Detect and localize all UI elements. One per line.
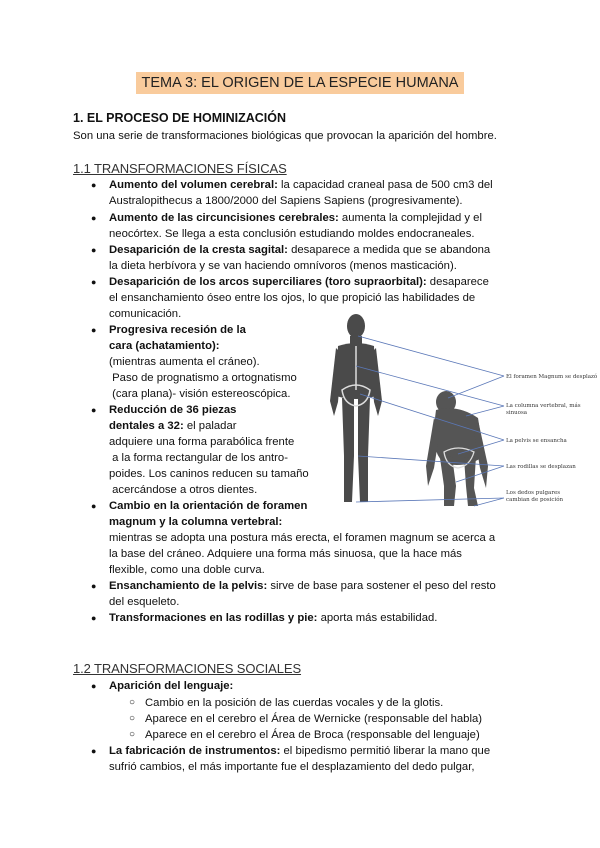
bullet: ● [91,277,97,287]
list-item [91,177,539,209]
sub-bullet: ○ [129,697,136,708]
item-text: la capacidad craneal pasa de 500 cm3 del [277,179,493,191]
item-text: sufrió cambios, el más importante fue el desplazamiento del dedo pulgar, [109,761,475,773]
item-bold: Aumento del volumen cerebral: [109,179,278,191]
title-container [0,72,600,94]
label-columna: La columna vertebral, más [506,403,581,409]
bullet: ● [91,746,97,756]
bullet: ● [91,325,97,335]
bullet: ● [91,501,97,511]
hominization-figure [328,306,600,514]
sub-bullet: ○ [129,729,136,740]
item-bold: Ensanchamiento de la pelvis: [109,580,268,592]
item-text: Aparece en el cerebro el Área de Broca (responsable del lenguaje) [145,729,480,741]
label-rodillas: Las rodillas se desplazan [506,464,576,470]
bullet: ● [91,180,97,190]
item-text: Australopithecus a 1800/2000 del Sapiens Sapiens (progresivamente). [109,195,463,207]
subsection-heading-physical: 1.1 TRANSFORMACIONES FÍSICAS [73,161,287,176]
item-bold: Desaparición de los arcos superciliares (toro supraorbital): [109,276,427,288]
item-text: poides. Los caninos reducen su tamaño [109,468,309,480]
label-pulgares: Los dedos pulgares [506,490,561,496]
item-text: aporta más estabilidad. [317,612,438,624]
section-intro: Son una serie de transformaciones biológicas que provocan la aparición del hombre. [73,130,497,142]
item-bold: Reducción de 36 piezas [109,404,237,416]
list-item [91,610,539,626]
section-heading: 1. EL PROCESO DE HOMINIZACIÓN [73,111,286,125]
item-bold: Progresiva recesión de la [109,324,246,336]
list-item [91,678,539,694]
list-item [91,402,329,498]
item-bold: Aparición del lenguaje: [109,680,234,692]
list-item [91,743,539,775]
label-pelvis: La pelvis se ensancha [506,438,567,444]
item-text: el paladar [183,420,237,432]
item-text: mientras se adopta una postura más erecta, el foramen magnum se acerca a [109,532,496,544]
item-bold: Aumento de las circuncisiones cerebrales: [109,212,339,224]
item-text: Paso de prognatismo a ortognatismo [109,372,297,384]
item-text: adquiere una forma parabólica frente [109,436,295,448]
bullet: ● [91,213,97,223]
item-text: flexible, como una doble curva. [109,564,265,576]
item-bold: Cambio en la orientación de foramen [109,500,308,512]
item-text: (mientras aumenta el cráneo). [109,356,260,368]
item-text: acercándose a otros dientes. [109,484,258,496]
bullet: ● [91,581,97,591]
item-text: el bipedismo permitió liberar la mano que [280,745,491,757]
item-text: (cara plana)- visión estereoscópica. [109,388,291,400]
item-bold: Transformaciones en las rodillas y pie: [109,612,318,624]
bullet: ● [91,613,97,623]
page-title: TEMA 3: EL ORIGEN DE LA ESPECIE HUMANA [136,72,465,94]
sub-list-item [129,711,545,727]
item-bold: magnum y la columna vertebral: [109,516,283,528]
item-text: la base del cráneo. Adquiere una forma más sinuosa, que la hace más [109,548,462,560]
label-columna-2: sinuosa [506,410,528,416]
item-text: Cambio en la posición de las cuerdas vocales y de la glotis. [145,697,444,709]
item-text: sirve de base para sostener el peso del resto del esqueleto. [109,580,496,608]
bullet: ● [91,245,97,255]
sub-list-item [129,727,545,743]
item-bold: dentales a 32: [109,420,184,432]
item-text: desaparece el ensanchamiento óseo entre los ojos, lo que propició las habilidades de comunicación. [109,276,489,320]
item-bold: cara (achatamiento): [109,340,220,352]
sub-list-item [129,695,545,711]
item-text: a la forma rectangular de los antro- [109,452,288,464]
list-item [91,242,539,274]
item-bold: Desaparición de la cresta sagital: [109,244,288,256]
connector-lines [356,336,504,506]
item-text: Aparece en el cerebro el Área de Wernicke (responsable del habla) [145,713,483,725]
item-text: aumenta la complejidad y el neocórtex. Se llega a esta conclusión estudiando moldes endocraneales. [109,212,482,240]
item-bold: La fabricación de instrumentos: [109,745,281,757]
list-item [91,210,539,242]
sub-bullet: ○ [129,713,136,724]
list-item [91,322,329,402]
label-foramen: El foramen Magnum se desplazó [506,374,598,380]
item-text: desaparece a medida que se abandona la dieta herbívora y se van haciendo omnívoros (menos masticación). [109,244,491,272]
subsection-heading-social: 1.2 TRANSFORMACIONES SOCIALES [73,661,302,676]
human-silhouette [330,314,382,502]
bullet: ● [91,681,97,691]
label-pulgares-2: cambian de posición [506,497,564,503]
list-item [91,578,539,610]
bullet: ● [91,405,97,415]
